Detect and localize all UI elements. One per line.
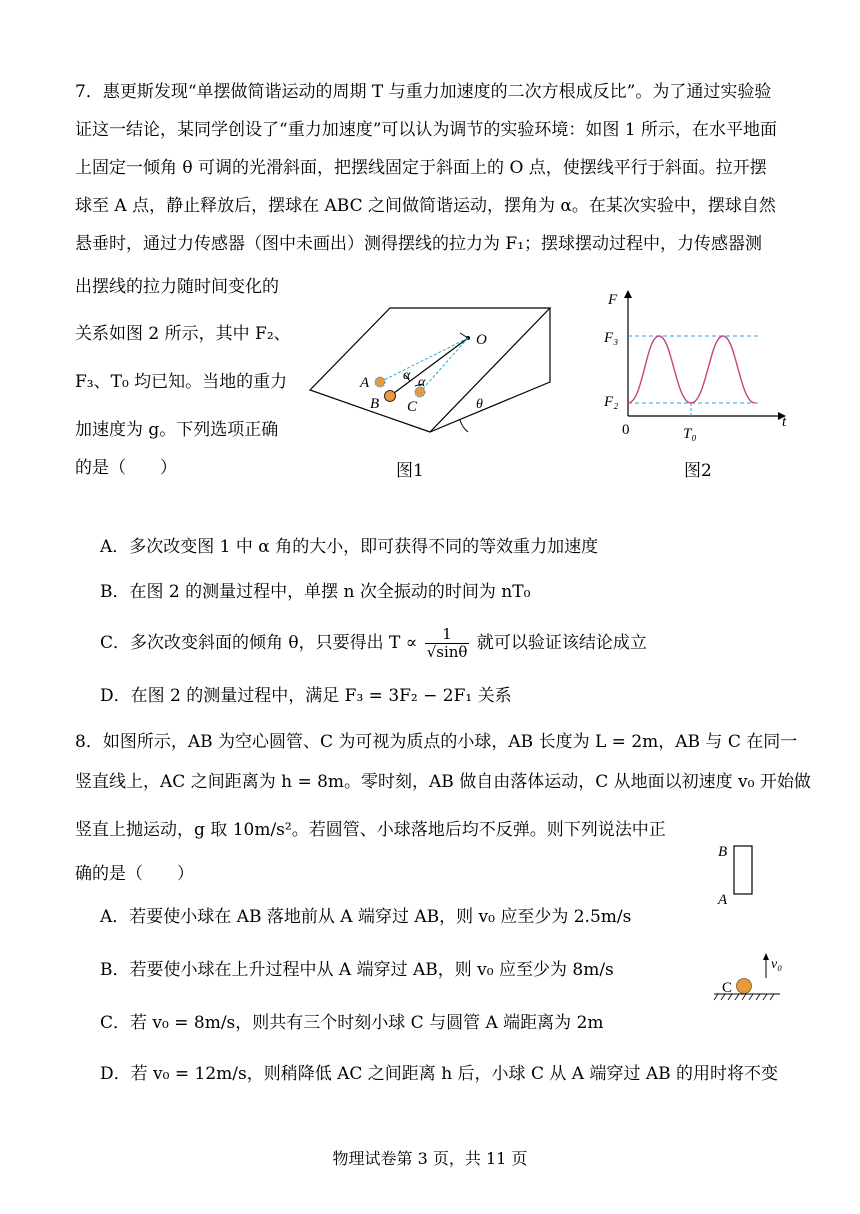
fig1-label-alpha-2: α bbox=[418, 375, 426, 390]
q8-label-C: C bbox=[722, 980, 733, 996]
q8-line-1: 8．如图所示，AB 为空心圆管、C 为可视为质点的小球，AB 长度为 L = 2m，AB 与 C 在同一 bbox=[75, 732, 798, 752]
q7-option-c-suffix: 就可以验证该结论成立 bbox=[476, 633, 647, 653]
fig1-label-O: O bbox=[476, 332, 487, 348]
figure-2-caption: 图2 bbox=[684, 461, 712, 481]
q8-label-v0: v₀ bbox=[771, 957, 783, 972]
fig1-label-alpha-1: α bbox=[403, 368, 411, 383]
q7-option-c bbox=[100, 626, 647, 661]
q8-line-3: 竖直上抛运动，g 取 10m/s²。若圆管、小球落地后均不反弹。则下列说法中正 bbox=[75, 820, 666, 840]
q7-option-c-fraction bbox=[425, 626, 470, 661]
q7-line-3: 上固定一倾角 θ 可调的光滑斜面，把摆线固定于斜面上的 O 点，使摆线平行于斜面。拉开摆 bbox=[75, 158, 767, 178]
q8-label-A: A bbox=[718, 892, 728, 908]
q8-label-B: B bbox=[718, 844, 728, 860]
q8-option-a: A．若要使小球在 AB 落地前从 A 端穿过 AB，则 v₀ 应至少为 2.5m/s bbox=[100, 907, 632, 927]
q7-line-1: 7．惠更斯发现“单摆做简谐运动的周期 T 与重力加速度的二次方根成反比”。为了通过实验验 bbox=[75, 82, 772, 102]
fig2-label-F: F bbox=[608, 292, 618, 308]
figure-q8-ball bbox=[708, 950, 790, 1006]
fig2-label-zero: 0 bbox=[622, 422, 630, 438]
fig2-label-T0: T₀ bbox=[683, 426, 697, 442]
q7-option-a: A．多次改变图 1 中 α 角的大小，即可获得不同的等效重力加速度 bbox=[100, 537, 599, 557]
fig1-label-theta: θ bbox=[476, 397, 483, 412]
q7-line-5: 悬垂时，通过力传感器（图中未画出）测得摆线的拉力为 F₁；摆球摆动过程中，力传感器测 bbox=[75, 234, 763, 254]
fig1-label-C: C bbox=[407, 399, 418, 415]
q8-option-b: B．若要使小球在上升过程中从 A 端穿过 AB，则 v₀ 应至少为 8m/s bbox=[100, 960, 614, 980]
q7-line-10: 的是（ ） bbox=[75, 458, 177, 478]
figure-2-force-time-graph bbox=[598, 284, 798, 450]
q7-option-c-numerator: 1 bbox=[425, 626, 470, 644]
q7-line-7: 关系如图 2 所示，其中 F₂、 bbox=[75, 324, 291, 344]
q7-line-2: 证这一结论，某同学创设了“重力加速度”可以认为调节的实验环境：如图 1 所示，在水平地面 bbox=[75, 120, 778, 140]
q7-option-d: D．在图 2 的测量过程中，满足 F₃ = 3F₂ − 2F₁ 关系 bbox=[100, 686, 512, 706]
q8-line-2: 竖直线上，AC 之间距离为 h = 8m。零时刻，AB 做自由落体运动，C 从地面以初速度 v₀ 开始做 bbox=[75, 772, 811, 792]
q7-option-b: B．在图 2 的测量过程中，单摆 n 次全振动的时间为 nT₀ bbox=[100, 582, 531, 602]
fig1-label-A: A bbox=[360, 375, 370, 391]
fig1-label-B: B bbox=[370, 396, 380, 412]
q7-line-4: 球至 A 点，静止释放后，摆球在 ABC 之间做简谐运动，摆角为 α。在某次实验中，摆球自然 bbox=[75, 196, 776, 216]
fig2-label-t: t bbox=[782, 414, 787, 430]
q7-option-c-prefix: C．多次改变斜面的倾角 θ，只要得出 T ∝ bbox=[100, 633, 418, 653]
fig2-label-F3: F₃ bbox=[604, 330, 619, 346]
q7-option-c-denominator: √sinθ bbox=[426, 643, 468, 661]
fig2-label-F2: F₂ bbox=[604, 394, 619, 410]
q7-line-8: F₃、T₀ 均已知。当地的重力 bbox=[75, 372, 288, 392]
q7-line-9: 加速度为 g。下列选项正确 bbox=[75, 420, 279, 440]
figure-1-caption: 图1 bbox=[396, 461, 424, 481]
page-footer: 物理试卷第 3 页，共 11 页 bbox=[332, 1149, 528, 1168]
q7-line-6: 出摆线的拉力随时间变化的 bbox=[75, 277, 279, 297]
figure-q8-tube bbox=[712, 838, 772, 910]
q8-line-4: 确的是（ ） bbox=[75, 864, 194, 884]
q8-option-d: D．若 v₀ = 12m/s，则稍降低 AC 之间距离 h 后，小球 C 从 A 端穿过 AB 的用时将不变 bbox=[100, 1064, 779, 1084]
q8-option-c: C．若 v₀ = 8m/s，则共有三个时刻小球 C 与圆管 A 端距离为 2m bbox=[100, 1013, 604, 1033]
figure-1-incline bbox=[300, 300, 560, 440]
